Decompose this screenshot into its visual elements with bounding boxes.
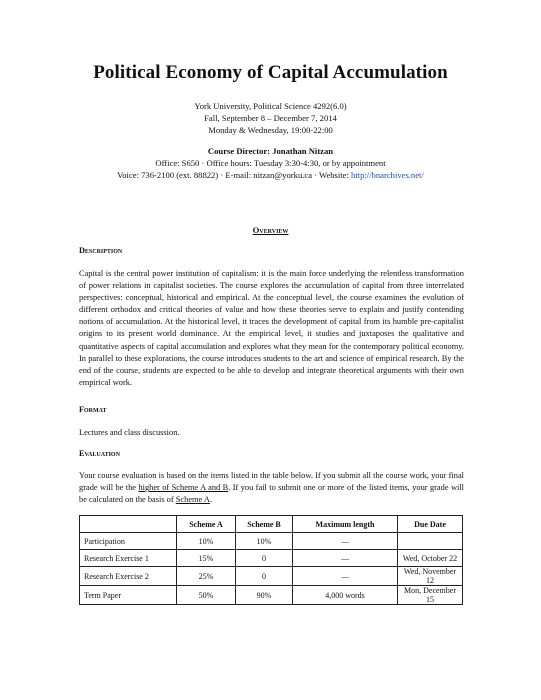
format-text: Lectures and class discussion. <box>79 428 180 437</box>
table-cell: Wed, October 22 <box>398 550 463 567</box>
overview-heading: Overview <box>252 225 289 235</box>
evaluation-text <box>79 470 464 506</box>
contact-line <box>0 169 541 181</box>
table-header-cell: Due Date <box>398 516 463 533</box>
description-heading: Description <box>79 246 123 255</box>
table-cell: Mon, December 15 <box>398 586 463 605</box>
table-cell: Term Paper <box>80 586 177 605</box>
table-row <box>80 533 463 550</box>
course-title: Political Economy of Capital Accumulation <box>93 62 448 83</box>
evaluation-text-part: . If you fail to submit one or more of the listed items, your grade will be calculated on the basis of <box>79 483 464 505</box>
table-cell: 0 <box>236 550 293 567</box>
table-cell: Participation <box>80 533 177 550</box>
table-header-cell: Scheme B <box>236 516 293 533</box>
evaluation-table <box>79 515 463 605</box>
office-line: Office: S650 · Office hours: Tuesday 3:30-4:30, or by appointment <box>155 158 386 168</box>
scheme-a-underline: Scheme A <box>175 495 210 505</box>
table-cell: 50% <box>177 586 236 605</box>
table-cell: 4,000 words <box>293 586 398 605</box>
schedule-line: Monday & Wednesday, 19:00-22:00 <box>208 125 333 135</box>
evaluation-heading: Evaluation <box>79 449 120 458</box>
table-row <box>80 586 463 605</box>
contact-text: Voice: 736-2100 (ext. 88822) · E-mail: nitzan@yorku.ca · Website: <box>117 170 352 180</box>
table-header-cell: Scheme A <box>177 516 236 533</box>
table-cell: — <box>293 550 398 567</box>
table-cell: — <box>293 533 398 550</box>
evaluation-text-part: . <box>209 495 213 505</box>
website-link[interactable]: http://bnarchives.net/ <box>351 170 424 180</box>
table-row <box>80 567 463 586</box>
table-cell: Research Exercise 2 <box>80 567 177 586</box>
table-row <box>80 550 463 567</box>
description-text: Capital is the central power institution of capitalism: it is the main force underlying the relentless transformation of power relations in capitalist societies. The course explores the accumulation of capital from three interrelated perspectives: conceptual, historical and empirical. At the conceptual level, the course examines the evolution of different orthodox and critical theories of value and how these theories serve to explain and justify contending notions of accumulation. At the historical level, it traces the development of capital from its humble pre-capitalist origins to its present world dominance. At the empirical level, it studies and juxtaposes the qualitative and quantitative aspects of capital accumulation and explores what they mean for the contemporary political economy. In parallel to these explorations, the course introduces students to the art and science of empirical research. By the end of the course, students are expected to be able to develop and integrate theoretical arguments with their own empirical work. <box>79 269 464 387</box>
table-cell: Wed, November 12 <box>398 567 463 586</box>
table-cell: 25% <box>177 567 236 586</box>
table-cell: 10% <box>236 533 293 550</box>
scheme-a-b-underline: higher of Scheme A and B <box>138 483 229 493</box>
table-header-cell: Maximum length <box>293 516 398 533</box>
term-line: Fall, September 8 – December 7, 2014 <box>204 113 337 123</box>
table-cell: 10% <box>177 533 236 550</box>
table-cell: 15% <box>177 550 236 567</box>
institution-line: York University, Political Science 4292(6.0) <box>194 101 347 111</box>
format-heading: Format <box>79 405 107 414</box>
evaluation-text-part: Your course evaluation is based on the items listed in the table below. If you submit all the course work, your final grade will be the <box>79 471 464 493</box>
table-header-cell <box>80 516 177 533</box>
table-cell: 90% <box>236 586 293 605</box>
course-director: Course Director: Jonathan Nitzan <box>207 146 334 156</box>
table-header-row <box>80 516 463 533</box>
table-cell: — <box>293 567 398 586</box>
table-cell <box>398 533 463 550</box>
table-cell: Research Exercise 1 <box>80 550 177 567</box>
table-cell: 0 <box>236 567 293 586</box>
